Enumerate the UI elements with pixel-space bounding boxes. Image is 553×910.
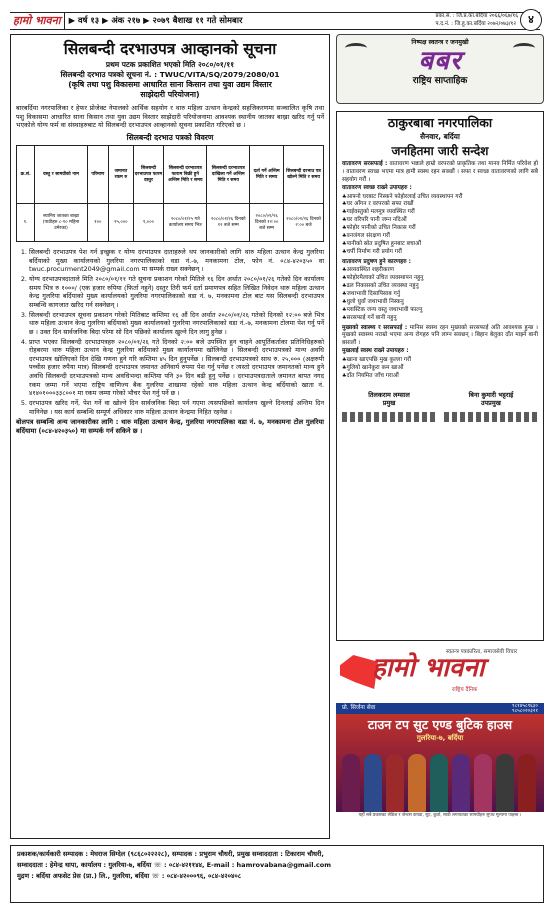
section-title: मुख्यको स्वास्थ्य र सरसफाई : bbox=[342, 324, 408, 331]
signature-row bbox=[342, 391, 538, 422]
publication-date: प्रथम पटक प्रकाशित भएको मिति २०८०/०१/११ bbox=[105, 59, 235, 69]
municipality-title: ठाकुरबाबा नगरपालिका bbox=[387, 115, 493, 130]
table-cell: २०८०/०१/२६ दिनको २:०० बजे bbox=[284, 204, 324, 242]
shop-name: टाउन टप सुट एण्ड बुटिक हाउस bbox=[367, 717, 513, 732]
section-title: वातावरण सरसफाई : bbox=[342, 161, 388, 168]
signatory-title: उपप्रमुख bbox=[481, 399, 501, 408]
table-cell: २५,००० bbox=[109, 204, 134, 242]
table-cell: १. bbox=[17, 204, 35, 242]
table-header-row bbox=[17, 146, 324, 204]
ad-slogan: स्वतन्त्र पत्रकारिता, समाजसेवी विचार bbox=[446, 649, 518, 655]
public-message-title: जनहितमा जारी सन्देश bbox=[391, 143, 489, 158]
oral-list bbox=[342, 357, 538, 381]
project-name-line-2: साझेदारी परियोजना) bbox=[140, 90, 200, 100]
section-title: वातावरण स्वच्छ राख्ने उपायहरु : bbox=[342, 184, 412, 191]
weekly-banner bbox=[336, 34, 544, 104]
term-item: 3. सिलबन्दी दरभाउपत्र सूचना प्रकाशन गरेको मितिबाट कम्तिमा १६ औं दिन अर्थात २०८०/०१/२६ गतेको दिनको १२:०० बजे भित्र थारु महिला उत्थान केन्द्र गुलरिया बर्दियाको मुख्य कार्यालयको गुलरिया नगरपालिकाको वडा नं.-७, मनकामना टोलमा पेश गर्नु पर्ने छ । उक्त दिन सार्वजनिक बिदा परेमा सो दिन पछिको कार्यालय खुल्ने दिन लागु हुनेछ । bbox=[29, 311, 324, 337]
clean-list bbox=[342, 194, 538, 257]
table-cell: २०८०/०१/२६ दिनको १२ बजे सम्म bbox=[207, 204, 250, 242]
pollution-list bbox=[342, 267, 538, 322]
banner-weekly: राष्ट्रिय साप्ताहिक bbox=[412, 75, 468, 86]
imprint-footer bbox=[10, 845, 544, 903]
imprint-line: मुद्रण : बर्दिया अफसेट प्रेस (प्रा.) लि., गुलरिया, बर्दिया ☏ : ०८४-४२०००९६, ०८४-४२०४०८ bbox=[17, 872, 242, 881]
masthead-logo: हामो भावना bbox=[10, 13, 65, 29]
page-number: ४ bbox=[520, 9, 542, 31]
ad-phones bbox=[512, 704, 538, 714]
banner-logo: बबर bbox=[418, 46, 462, 77]
registration-line-2: प.द.नं. : जि.हु.का.बर्दिया २०७२/०७३/१२ bbox=[435, 21, 517, 28]
table-header: क्र.सं. bbox=[17, 146, 35, 204]
model-figure bbox=[408, 754, 426, 812]
model-figure bbox=[342, 754, 360, 812]
list-item: ♣ ढल निकासको उचित व्यवस्था नहुनु bbox=[342, 283, 538, 291]
shop-ad bbox=[336, 714, 544, 826]
notice-intro: बारबर्दिया नगरपालिका र हेफर प्रोजेक्ट नेपालको आर्थिक सहयोग र थारु महिला उत्थान केन्द्रको सहजिकरणमा सञ्चालित कृषि तथा पशु विकासमा आधारित साना किसान तथा युवा उद्यम विस्तार साझेदारी परियोजनामा आवश्यक स्थानीय जातका बाख्रा खरिद गर्नु पर्ने भएकोले योग्य फर्म वा संस्थाहरुबाट यो सिलबन्दी दरभाउपत्र आव्हानको सूचना प्रकाशित गरिएको छ । bbox=[16, 103, 324, 130]
list-item: ♣ जथाभावी दिसापिसाब गर्नु bbox=[342, 291, 538, 299]
model-figure bbox=[496, 754, 514, 812]
signatory-name: तिलकराम लम्साल bbox=[368, 390, 410, 399]
signature-image bbox=[342, 412, 436, 422]
list-item: ♣ घर आँगन र वरपरको सफा राखौं bbox=[342, 201, 538, 209]
right-column bbox=[336, 34, 544, 830]
model-figure bbox=[430, 754, 448, 812]
advertisement bbox=[336, 647, 544, 830]
issue-info: ▶ वर्ष १३ ▶ अंक २१७ ▶ २०७९ बैशाख ११ गते सोमबार bbox=[68, 15, 243, 26]
tender-details-table bbox=[16, 145, 324, 242]
model-figure bbox=[386, 754, 404, 812]
list-item: ♣ गाईवस्तुको मलमूत्र व्यवस्थित गरौं bbox=[342, 209, 538, 217]
list-item: ♣ पानीको स्रोत प्रदुषित हुनबाट बचाऔं bbox=[342, 241, 538, 249]
list-item: ♣ वनजंगल संरक्षण गरौं bbox=[342, 233, 538, 241]
ad-phone: ९८१४५८९६३० bbox=[511, 702, 538, 709]
snake-icon bbox=[345, 43, 367, 53]
municipality-notice bbox=[336, 111, 544, 641]
list-item: ♣ खाना खाएपछि मुख कुल्ला गरौं bbox=[342, 357, 538, 365]
table-cell: २०८०/०१/२६ दिनको १२:०० बजे सम्म bbox=[250, 204, 284, 242]
model-figure bbox=[364, 754, 382, 812]
imprint-line: सम्वाददाता : हेमेन्द्र थापा, कार्यालय : गुलरिया-७, बर्दिया ☏ : ०८४-४२११४४, E-mail : hamrovabana@gmail.com bbox=[17, 861, 332, 870]
list-item: ♣ फोहोर पानीको उचित निकास गरौं bbox=[342, 225, 538, 233]
list-item: ♣ दाँत नियमित जाँच गराऔं bbox=[342, 373, 538, 381]
list-item: ♣ चर्पी निर्माण गरी प्रयोग गरौं bbox=[342, 249, 538, 257]
list-item: ♣ गुलियो खानेकुरा कम खाऔं bbox=[342, 365, 538, 373]
table-cell: १०० bbox=[87, 204, 108, 242]
shop-location: गुलरिया-७, बर्दिया bbox=[416, 733, 464, 742]
term-item: 1. सिलबन्दी दरभाउपत्र पेश गर्न इच्छुक र योग्य दरभाउपत्र दाताहरुले थप जानकारीको लागि थारु महिला उत्थान केन्द्र गुलरिया बर्दियाको मुख्य कार्यालयको गुलरिया नगरपालिकाको वडा नं.-७, मनकामना टोल, फोन नं. ०८४-४२०३५० वा twuc.procurment2049@gmail.com मा सम्पर्क राख्न सक्नेछन् । bbox=[29, 248, 324, 274]
terms-list bbox=[29, 248, 324, 416]
list-item: ♣ अव्यवस्थित शहरीकरण bbox=[342, 267, 538, 275]
ad-brand bbox=[336, 647, 544, 703]
contact-note: बोलपत्र सम्बन्धि अन्य जानकारीका लागि : थारु महिला उत्थान केन्द्र, गुलरिया नगरपालिका वडा नं. ७, मनकामना टोल गुलरिया बर्दियामा (०८४-४२०३५०) मा सम्पर्क गर्न सकिने छ । bbox=[16, 418, 324, 436]
term-item: 5. दरभाउपत्र खरिद गर्ने, पेश गर्ने वा खोल्ने दिन सार्वजनिक बिदा पर्न गएमा त्यसपछिको कार्यालय खुल्ने दिनलाई अन्तिम दिन मानिनेछ । यस कार्य सम्बन्धि सम्पूर्ण अधिकार थारु महिला उत्थान केन्द्रमा निहित रहनेछ । bbox=[29, 399, 324, 416]
model-figure bbox=[518, 754, 536, 812]
model-figure bbox=[452, 754, 470, 812]
table-header: वस्तु र सामग्रीको नाम bbox=[35, 146, 87, 204]
section-text: मानिस स्वस्थ रहन मुख्यको सरसफाई अति आवश्यक हुन्छ । मुखको स्वास्थ्य नराम्रो भएमा अन्य रोगहरु पनि लाग्न सक्छन् । बिहान बेलुका दाँत माझ्ने बानी बसालौं । bbox=[342, 324, 538, 347]
tender-notice bbox=[10, 34, 330, 839]
table-cell: १,००० bbox=[133, 204, 164, 242]
table-header: दर्ता गर्ने अन्तिम मिति र समय bbox=[250, 146, 284, 204]
ad-phone: ९८५८०२०३२१ bbox=[511, 707, 538, 714]
table-header: सिलबन्दी दरभाउ पत्र खोल्ने मिति र समय bbox=[284, 146, 324, 204]
notice-title: सिलबन्दी दरभाउपत्र आव्हानको सूचना bbox=[63, 40, 277, 58]
message-body bbox=[342, 161, 538, 381]
list-item: ♣ फोहोरमैलाको उचित व्यवस्थापन नहुनु bbox=[342, 275, 538, 283]
term-item: 2. योग्य दरभाउपत्रदाताले मिति २०८०/०१/११ गते सूचना प्रकाशन गरेको मितिले १६ दिन अर्थात २०८०/०१/२६ गतेको दिन कार्यालय समय भित्र रु १०००/ (एक हजार रुपिया (फिर्ता नहुने) दस्तुर तिरी फर्म दर्ता प्रमाणपत्र सहित लिखित निवेदन थारु महिला उत्थान केन्द्र गुलरिया बर्दियाको मुख्य कार्यालयको गुलरिया नगरपालिकाको वडा नं. ७, मनकामना टोल बाट यस सिलबन्दी दरभाउपत्र सम्बन्धि कागजात खरिद गर्न सक्नेछन् । bbox=[29, 275, 324, 310]
signatory-name: बिना कुमारी भट्टराई bbox=[468, 390, 514, 399]
signatory-title: प्रमुख bbox=[382, 399, 396, 408]
table-cell: २०८०/०१/२५ गते कार्यालय समय भित्र bbox=[164, 204, 207, 242]
banner-tagline: निष्पक्ष स्वतन्त्र र जनमुखी bbox=[411, 39, 469, 46]
project-name-line-1: (कृषि तथा पशु विकासमा आधारित साना किसान तथा युवा उद्यम विस्तार bbox=[68, 79, 272, 89]
ad-proprietor: प्रो. सिर्जना सेवा bbox=[342, 704, 376, 711]
registration-line-1: प्रका.सं. : जि.प्र.का.बर्दिया २०६६/०६७/१६ bbox=[435, 13, 518, 19]
shop-description: यहाँ सबै प्रकारका लेडिज र जेन्टस कपडा, सुट, कुर्ता, साडी लगायतका सामग्रीहरु सुपथ मूल्यमा पाइन्छ । bbox=[336, 812, 544, 826]
table-header: सिलबन्दी दरभाउपत्र फाराम बिक्री हुने अन्तिम मिति र समय bbox=[164, 146, 207, 204]
table-row bbox=[17, 204, 324, 242]
masthead bbox=[10, 12, 540, 30]
notice-reference: सिलबन्दी दरभाउ पत्रको सूचना नं. : TWUC/VITA/SQ/2079/2080/01 bbox=[60, 69, 280, 79]
table-header: सिलबन्दी दरभाउपत्र दाखिला गर्ने अन्तिम मिति र समय bbox=[207, 146, 250, 204]
list-item: ♣ प्लास्टिक जन्य वस्तु जथाभावी फाल्नु bbox=[342, 307, 538, 315]
registration-info bbox=[436, 12, 519, 28]
ad-daily: राष्ट्रिय दैनिक bbox=[452, 687, 478, 693]
table-header: जमानत रकम रु bbox=[109, 146, 134, 204]
section-title: वातावरण प्रदुषण हुने कारणहरु : bbox=[342, 258, 411, 265]
snake-icon bbox=[513, 43, 535, 53]
signature-block bbox=[342, 391, 436, 422]
imprint-line: प्रकाशक/कार्यकारी सम्पादक : मेघराज सिग्देल (९८६८०२२२२८), सम्पादक : प्रभुराम चौधरी, प्रमुख सम्वाददाता : टिकाराम चौधरी, bbox=[17, 850, 324, 858]
section-text: वातावरण भन्नाले हाम्रो वरपरको प्राकृतिक तथा मानव निर्मित परिवेश हो । वातावरण स्वच्छ भएमा मात्र हामी स्वस्थ रहन सक्छौं । सफा र स्वच्छ वातावरणको लागि सबै सहयोग गरौं । bbox=[342, 161, 538, 183]
list-item: ♣ आफ्नो घरबाट निस्कने फोहोरलाई उचित व्यवस्थापन गरौं bbox=[342, 194, 538, 202]
signature-block bbox=[444, 391, 538, 422]
ad-contact-bar bbox=[336, 703, 544, 714]
municipality-location: सैनवार, बर्दिया bbox=[420, 131, 460, 141]
term-item: 4. प्राप्त भएका सिलबन्दी दरभाउपत्रहरु २०८०/०१/२६ गते दिनको २:०० बजे उपस्थित हुन चाहने आपूर्तिकर्ताका प्रतिनिधिहरुको रोहबरमा थारु महिला उत्थान केन्द्र गुलरिया बर्दियाको मुख्य कार्यालयमा खोलिनेछ । सिलबन्दी दरभाउपत्रको मान्य अवधि दरभाउपत्र खोलिएको दिन देखि गणना हुने गरि कम्तिमा ४५ दिन हुनुपर्नेछ । सिलबन्दी दरभाउपत्रको साथ रु. २५,००० (अक्षरुपी पच्चीस हजार रुपैया मात्र) सिलबन्दी दरभाउपत्र जमानत अनिवार्य रुपमा पेश गर्नु पर्नेछ र त्यस्तो दरभाउपत्र जमानतको मान्य हुने अवधि सिलबन्दी दरभाउपत्रको मान्य अवधिभन्दा कम्तिमा पनि ३० दिन बढी हुनु पर्नेछ । दरभाउपत्रदाताले जमानत बापत नगद रकम जम्मा गर्ने भएमा राष्ट्रिय वाणिज्य बैक गुलरिया शाखामा रहेको थारु महिला उत्थान केन्द्र बर्दियाको खाता नं. ४१४०१०००३३८००१ मा रकम जम्मा गरेको भौचर पेश गर्नु पर्ने छ । bbox=[29, 338, 324, 398]
table-title: सिलबन्दी दरभाउ पत्रको विवरण bbox=[126, 132, 214, 142]
ad-logo: हामो भावना bbox=[372, 653, 485, 683]
table-header: सिलबन्दी दरभाउपत्र फारम दस्तुर bbox=[133, 146, 164, 204]
list-item: ♣ घर वरिपरि पानी जम्न नदिऔं bbox=[342, 217, 538, 225]
list-item: ♣ सरसफाई गर्ने बानी नहुनु bbox=[342, 315, 538, 323]
signature-image bbox=[444, 412, 538, 422]
section-title: मुखलाई स्वस्थ राख्ने उपायहरु : bbox=[342, 348, 409, 355]
list-item: ♣ धुलो धुवाँ जथाभावी निस्कनु bbox=[342, 299, 538, 307]
table-header: परिमाण bbox=[87, 146, 108, 204]
table-cell: स्थानिय जातका बाख्रा (पाठीहरु ८-१० महिना उमेरका) bbox=[35, 204, 87, 242]
model-figure bbox=[474, 754, 492, 812]
